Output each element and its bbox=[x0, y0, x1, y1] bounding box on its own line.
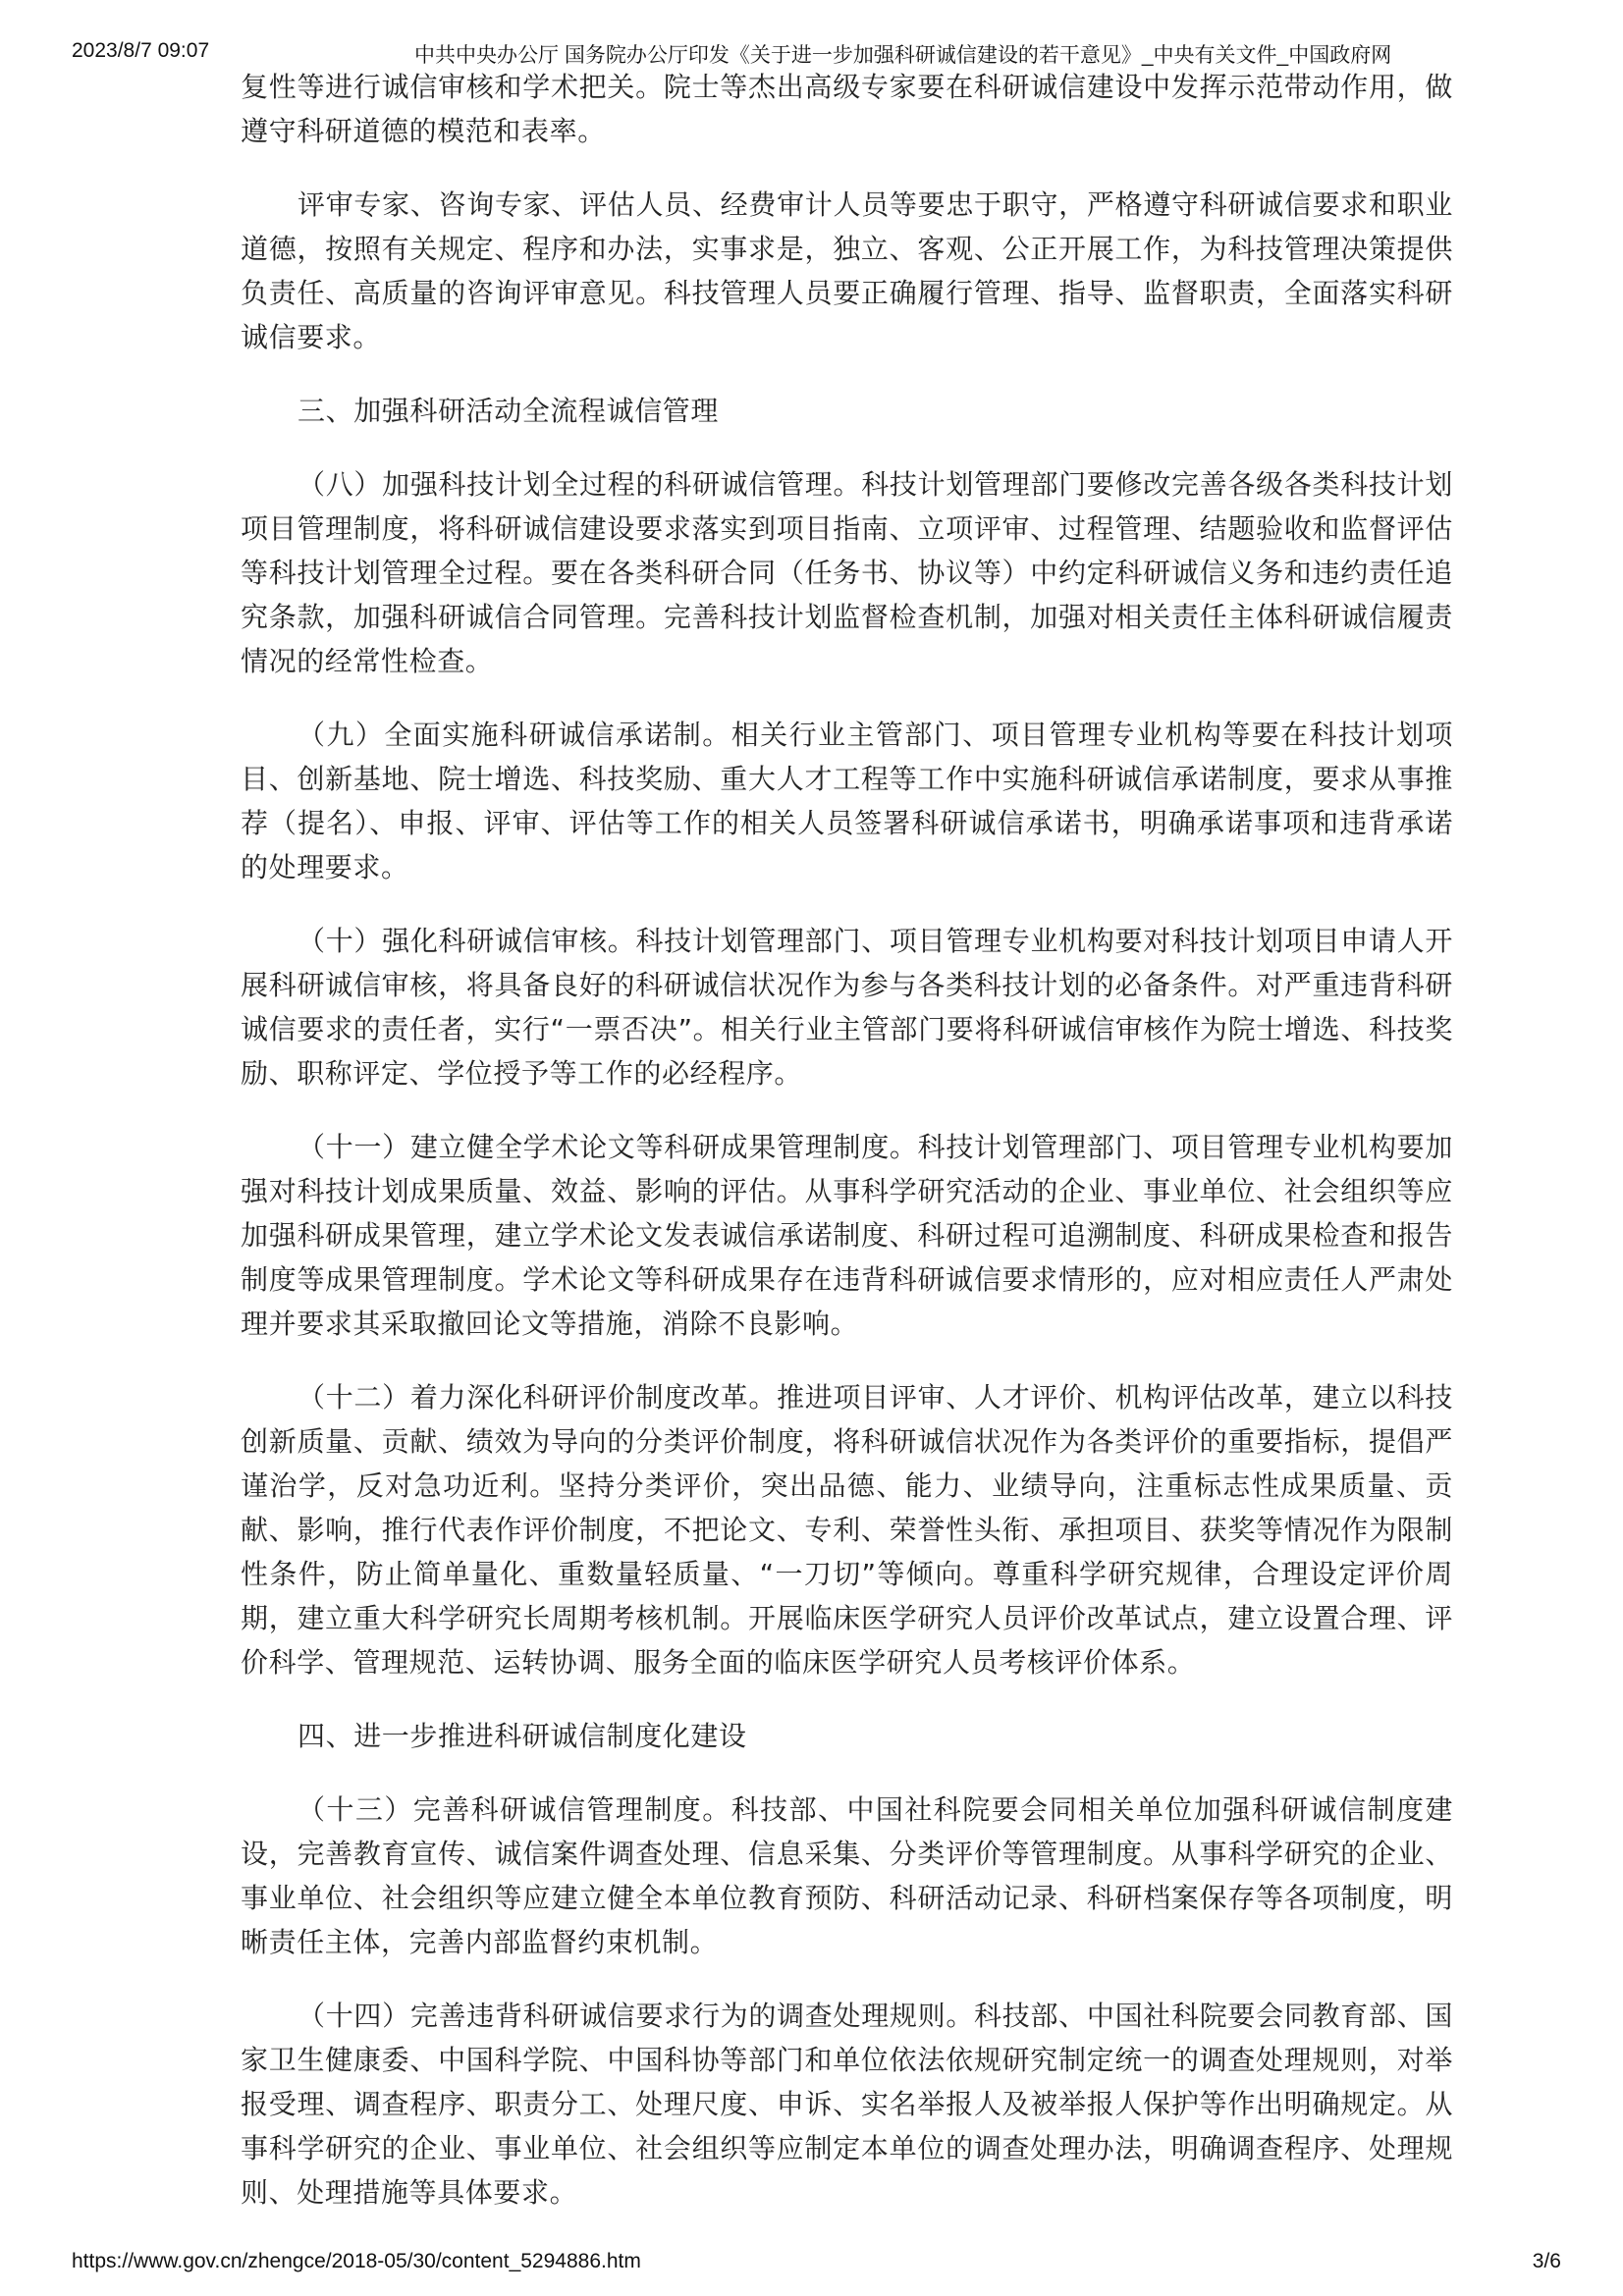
page-url[interactable]: https://www.gov.cn/zhengce/2018-05/30/content_5294886.htm bbox=[72, 2250, 641, 2272]
section-heading-3: 三、加强科研活动全流程诚信管理 bbox=[298, 395, 720, 427]
paragraph-item-13: （十三）完善科研诚信管理制度。科技部、中国社科院要会同相关单位加强科研诚信制度建设，完善教育宣传、诚信案件调查处理、信息采集、分类评价等管理制度。从事科学研究的企业、事业单位、社会组织等应建立健全本单位教育预防、科研活动记录、科研档案保存等各项制度，明晰责任主体，完善内部监督约束机制。 bbox=[241, 1793, 1453, 1958]
section-heading-4: 四、进一步推进科研诚信制度化建设 bbox=[298, 1720, 747, 1752]
paragraph-item-14: （十四）完善违背科研诚信要求行为的调查处理规则。科技部、中国社科院要会同教育部、国家卫生健康委、中国科学院、中国科协等部门和单位依法依规研究制定统一的调查处理规则，对举报受理、调查程序、职责分工、处理尺度、申诉、实名举报人及被举报人保护等作出明确规定。从事科学研究的企业、事业单位、社会组织等应制定本单位的调查处理办法，明确调查程序、处理规则、处理措施等具体要求。 bbox=[241, 2000, 1453, 2209]
paragraph-continuation: 复性等进行诚信审核和学术把关。院士等杰出高级专家要在科研诚信建设中发挥示范带动作用，做遵守科研道德的模范和表率。 bbox=[241, 71, 1453, 147]
paragraph-item-10: （十）强化科研诚信审核。科技计划管理部门、项目管理专业机构要对科技计划项目申请人开展科研诚信审核，将具备良好的科研诚信状况作为参与各类科技计划的必备条件。对严重违背科研诚信要求的责任者，实行“一票否决”。相关行业主管部门要将科研诚信审核作为院士增选、科技奖励、职称评定、学位授予等工作的必经程序。 bbox=[241, 925, 1453, 1090]
article-body bbox=[241, 65, 1453, 2244]
print-footer bbox=[0, 2250, 1623, 2279]
print-datetime: 2023/8/7 09:07 bbox=[72, 39, 210, 62]
print-page-title: 中共中央办公厅 国务院办公厅印发《关于进一步加强科研诚信建设的若干意见》_中央有关文件_中国政府网 bbox=[414, 44, 1392, 67]
paragraph-item-9: （九）全面实施科研诚信承诺制。相关行业主管部门、项目管理专业机构等要在科技计划项目、创新基地、院士增选、科技奖励、重大人才工程等工作中实施科研诚信承诺制度，要求从事推荐（提名）、申报、评审、评估等工作的相关人员签署科研诚信承诺书，明确承诺事项和违背承诺的处理要求。 bbox=[241, 719, 1453, 883]
paragraph-reviewers: 评审专家、咨询专家、评估人员、经费审计人员等要忠于职守，严格遵守科研诚信要求和职业道德，按照有关规定、程序和办法，实事求是，独立、客观、公正开展工作，为科技管理决策提供负责任、高质量的咨询评审意见。科技管理人员要正确履行管理、指导、监督职责，全面落实科研诚信要求。 bbox=[241, 188, 1453, 353]
paragraph-item-12: （十二）着力深化科研评价制度改革。推进项目评审、人才评价、机构评估改革，建立以科技创新质量、贡献、绩效为导向的分类评价制度，将科研诚信状况作为各类评价的重要指标，提倡严谨治学，反对急功近利。坚持分类评价，突出品德、能力、业绩导向，注重标志性成果质量、贡献、影响，推行代表作评价制度，不把论文、专利、荣誉性头衔、承担项目、获奖等情况作为限制性条件，防止简单量化、重数量轻质量、“一刀切”等倾向。尊重科学研究规律，合理设定评价周期，建立重大科学研究长周期考核机制。开展临床医学研究人员评价改革试点，建立设置合理、评价科学、管理规范、运转协调、服务全面的临床医学研究人员考核评价体系。 bbox=[241, 1381, 1453, 1679]
page-number: 3/6 bbox=[1532, 2250, 1561, 2272]
paragraph-item-8: （八）加强科技计划全过程的科研诚信管理。科技计划管理部门要修改完善各级各类科技计划项目管理制度，将科研诚信建设要求落实到项目指南、立项评审、过程管理、结题验收和监督评估等科技计划管理全过程。要在各类科研合同（任务书、协议等）中约定科研诚信义务和违约责任追究条款，加强科研诚信合同管理。完善科技计划监督检查机制，加强对相关责任主体科研诚信履责情况的经常性检查。 bbox=[241, 468, 1453, 677]
paragraph-item-11: （十一）建立健全学术论文等科研成果管理制度。科技计划管理部门、项目管理专业机构要加强对科技计划成果质量、效益、影响的评估。从事科学研究活动的企业、事业单位、社会组织等应加强科研成果管理，建立学术论文发表诚信承诺制度、科研过程可追溯制度、科研成果检查和报告制度等成果管理制度。学术论文等科研成果存在违背科研诚信要求情形的，应对相应责任人严肃处理并要求其采取撤回论文等措施，消除不良影响。 bbox=[241, 1131, 1453, 1340]
